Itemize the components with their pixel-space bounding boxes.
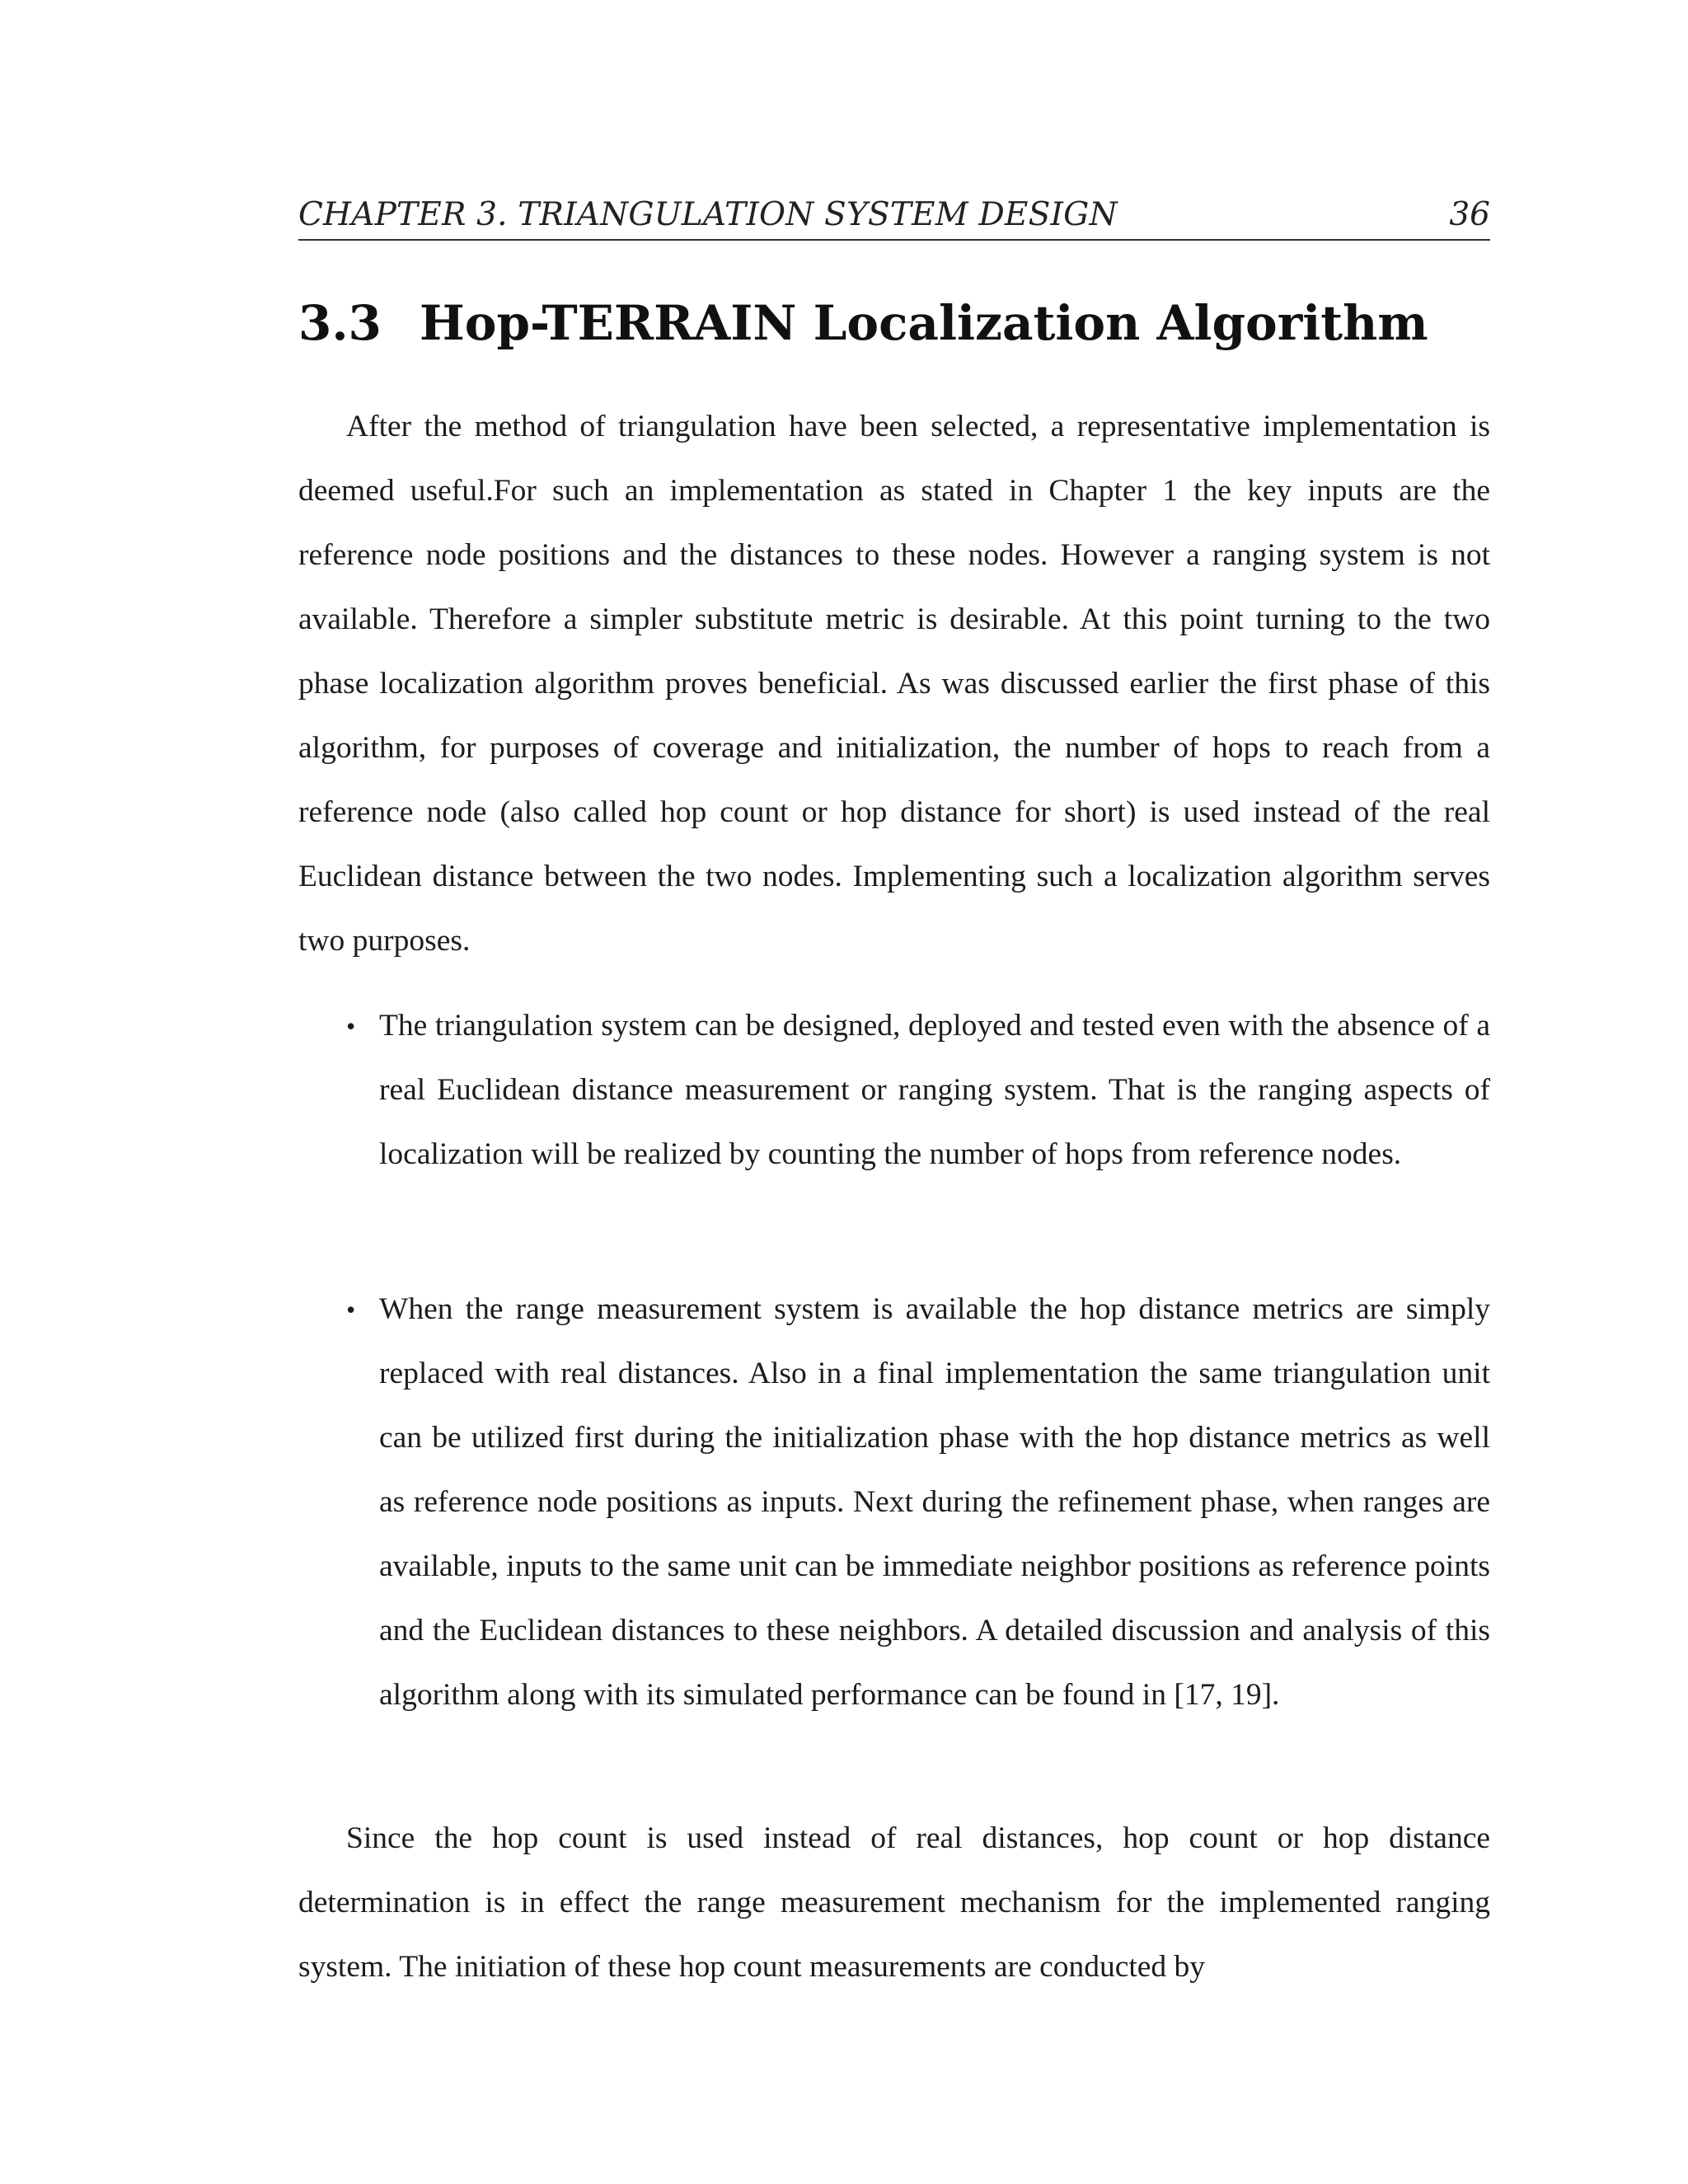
bullet-list-item-1 — [298, 994, 1490, 1187]
list-item-text: The triangulation system can be designed, deployed and tested even with the absence of a real Euclidean distance measurement or ranging system. That is the ranging aspects of localization will be realized by counting the number of hops from reference nodes. — [379, 1009, 1490, 1171]
running-header — [298, 194, 1490, 241]
section-title: Hop-TERRAIN Localization Algorithm — [420, 295, 1428, 351]
bullet-list-item-2 — [298, 1277, 1490, 1727]
list-item-text: When the range measurement system is available the hop distance metrics are simply replaced with real distances. Also in a final implementation the same triangulation unit can be utilized first during the initialization phase with the hop distance metrics as well as reference node positions as inputs. Next during the refinement phase, when ranges are available, inputs to the same unit can be immediate neighbor positions as reference points and the Euclidean distances to these neighbors. A detailed discussion and analysis of this algorithm along with its simulated performance can be found in [17, 19]. — [379, 1292, 1490, 1712]
bullet-icon: • — [346, 1011, 356, 1041]
list-item — [298, 1277, 1490, 1727]
section-number: 3.3 — [298, 295, 382, 351]
bullet-icon: • — [346, 1295, 356, 1324]
section-heading — [298, 290, 1428, 356]
list-item — [298, 994, 1490, 1187]
paragraph-hop-count: Since the hop count is used instead of real distances, hop count or hop distance determination is in effect the range measurement mechanism for the implemented ranging system. The initiation of these hop count measurements are conducted by — [298, 1821, 1490, 1984]
page-number: 36 — [1449, 196, 1490, 233]
paragraph-intro: After the method of triangulation have been selected, a representative implementation is deemed useful.For such an implementation as stated in Chapter 1 the key inputs are the reference node positions and the distances to these nodes. However a ranging system is not available. Therefore a simpler substitute metric is desirable. At this point turning to the two phase localization algorithm proves beneficial. As was discussed earlier the first phase of this algorithm, for purposes of coverage and initialization, the number of hops to reach from a reference node (also called hop count or hop distance for short) is used instead of the real Euclidean distance between the two nodes. Implementing such a localization algorithm serves two purposes. — [298, 410, 1490, 958]
chapter-title: CHAPTER 3. TRIANGULATION SYSTEM DESIGN — [298, 196, 1118, 233]
